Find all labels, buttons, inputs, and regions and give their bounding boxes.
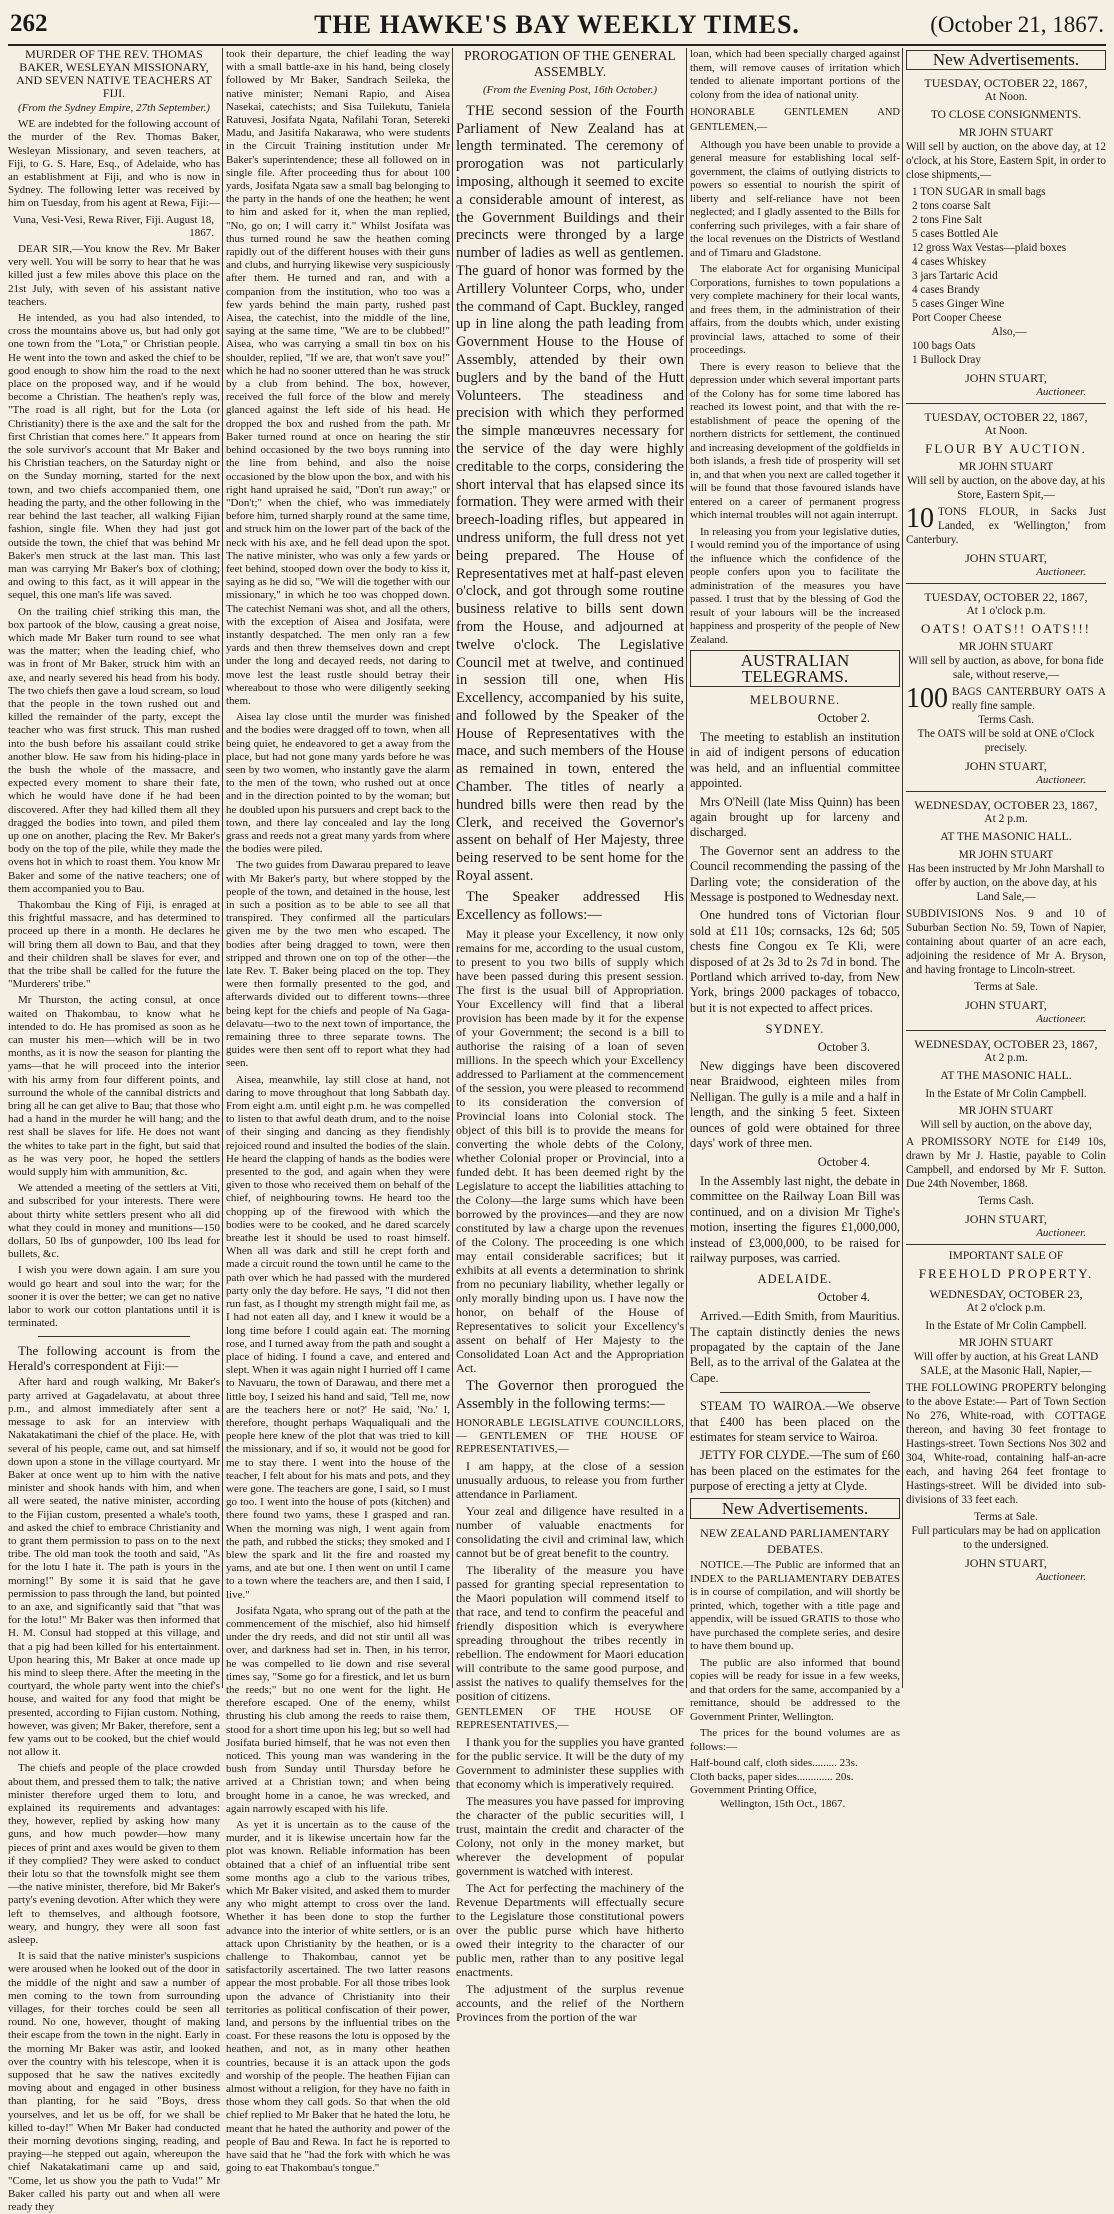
paragraph: I am happy, at the close of a session unusually arduous, to release you from further attendance in Parliament. [456,1459,684,1502]
ad-title: TO CLOSE CONSIGNMENTS. [930,109,1082,121]
paragraph: The meeting to establish an institution in aid of indigent persons of education was held, and an influential committee appointed. [690,729,900,791]
address-heading: HONORABLE LEGISLATIVE COUNCILLORS,— GENTLEMEN OF THE HOUSE OF REPRESENTATIVES,— [456,1417,684,1456]
paragraph: The two guides from Dawarau prepared to leave with Mr Baker's party, but where stopped by the people of the town, and detained in the house, lest in such a position as to be able to see all that transpired. They confirmed all the particulars given me by the two men who escaped. The bodies after being dragged to town, were then stripped and thrown one on top of the other—the late Rev. T. Baker being placed on the top. They were then formally presented to the god, and afterwards divided out to different towns—three being kept for the chiefs and people of Na Gaga-delavatu—two to the next town of importance, the remaining three to three separate towns. The guides were then sent off to report what they had seen. [226,859,450,1070]
list-item: 1 TON SUGAR in small bags [912,186,1046,198]
ad-block [906,410,1106,584]
signoff-line: Government Printing Office, [690,1784,817,1797]
paragraph: The public are also informed that bound copies will be ready for issue in a few weeks, and that orders for the same, accompanied by a remittance, should be addressed to the Government Printer, Wellington. [690,1656,900,1723]
ad-terms: Terms Cash. [978,1195,1034,1207]
paragraph: Aisea, meanwhile, lay still close at hand, not daring to move throughout that long Sabbath day. From eight a.m. until eight p.m. he was compelled to listen to that awful death drum, and to the noise of their singing and dancing as they fiendishly rejoiced round and insulted the bodies of the slain. He heard the clapping of hands as the bodies were presented to the god, and again when they were given to those who received them on behalf of the chief, of neighbouring towns. He heard too the chopping up of the firewood with which the bodies were to be cooked, and he dared scarcely breathe lest it should be used to roast himself. When all was dark and still he crept forth and made a circuit round the town until he came to the path over which he had passed with the murdered party only the day before. He says, "I did not then run fast, as I thought my strength might fail me, as I had not eaten all day, and I knew it would be a long time before I could again eat. The morning rose, and I turned away from the path and sought a place of hiding. I found a cave, and entered and slept. When it was again night I hurried off I came to Navuaru, the town of Darawau, and there met a little boy, I seized his hand and said, 'Tell me, now are the teachers here or not?' He said, 'No.' I, therefore, thought perhaps Waqualiquali and the people here knew of the plot that was tried to kill the missionary, and if so, it would not be good for me to stay there. I went into the house of the teacher, I felt about for his mats and pots, and they were gone. The teachers are gone, I said, so I must go too. I went into the house of pots (kitchen) and there found two yams, these I grasped and ran. When the morning was nigh, I went again from the path, and rubbed the sticks; they smoked and I blew the spark and lit the fire and roasted my yams, and ate but one. I then went on until I came to a town where the teachers are, and then I said, I live." [226,1073,450,1601]
paragraph: On the trailing chief striking this man, the box partook of the blow, causing a great noise, which made Mr Baker turn round to see what was the matter; when the leading chief, who was in front of Mr Baker, struck him with an axe, and nearly severed his head from his body. The two chiefs then gave a loud scream, so loud that the people in the town rushed out and killed the remainder of the party, except the teacher who was first struck. This man rushed into the bush before his assailant could strike another blow. He saw from his hiding-place in the bush the whole of the massacre, and expected every moment to share their fate, which he would have done if he had been discovered. After they had killed them all they dragged the bodies into town, and piled them up one on another, placing the Rev. Mr Baker's body on the top of the pile, while they made the ovens hot in which to roast them. You know Mr Baker and some of the native teachers; one of them accompanied you to Bau. [8,605,220,895]
list-item: 2 tons coarse Salt [912,200,991,212]
paragraph: Thakombau the King of Fiji, is enraged at this frightful massacre, and has determined to proceed up there in a month. He declares he will bring them all down to Bau, and that they and their children shall be slaves for ever, and that the tribe shall be called for the future the "Murderers' tribe." [8,898,220,991]
column-rule [222,48,223,1688]
divider [38,1336,190,1337]
paragraph: The liberality of the measure you have passed for granting special representation to the Maori population will commend itself to that race, and tend to confirm the peaceful and friendly disposition which is everywhere spreading throughout the tribes recently in rebellion. The endowment for Maori education will contribute to the same good purpose, and assist the natives to qualify themselves for the position of citizens. [456,1563,684,1704]
ad-signature: JOHN STUART, [965,1212,1047,1226]
ad-body: THE FOLLOWING PROPERTY belonging to the above Estate:— Part of Town Section No 276, White-road, with COTTAGE thereon, and having 30 feet frontage to Hastings-street. Town Sections Nos 302 and 304, White-road, containing half-an-acre each, and having 264 feet frontage to Hastings-street. Will be divided into sub-divisions of 33 feet each. [906,1382,1106,1506]
herald-intro: The following account is from the Herald's correspondent at Fiji:— [8,1343,220,1374]
column-1 [8,47,220,2214]
ad-block [906,798,1106,1031]
paragraph: The prices for the bound volumes are as follows:— [690,1727,900,1753]
ad-title: FREEHOLD PROPERTY. [918,1266,1094,1281]
ad-body: SUBDIVISIONS Nos. 9 and 10 of Suburban Section No. 59, Town of Napier, containing about quarter of an acre each, adjoining the residence of Mr A. Bryson, and having frontage to Lincoln-street. [906,908,1106,976]
ad-date: WEDNESDAY, OCTOBER 23, 1867, [914,1037,1098,1051]
ad-block [906,590,1106,792]
list-item: 1 Bullock Dray [912,354,981,366]
ad-block [906,1037,1106,1245]
ad-time: At Noon. [984,425,1028,437]
paragraph: It is said that the native minister's suspicions were aroused when he looked out of the door in the middle of the night and saw a number of men coming to the town from surrounding villages, for their torches could be seen all round. No one, however, thought of making their escape from the town in the night. Early in the morning Mr Baker was astir, and looked over the country with his telescope, when it is supposed that he saw the natives excitedly moving about and engaged in other business than planting, for he said "Boys, dress yourselves, and let us be off, for we shall be killed to-day!" When Mr Baker had conducted their morning devotions singing, reading, and praying—he stepped out again, whereupon the chief Nakatakatimani came up and said, "Come, let us show you the path to Vuda!" Mr Baker called his party out and when all were ready they [8,1950,220,2214]
paragraph: Arrived.—Edith Smith, from Mauritius. The captain distinctly denies the news propagated by the captain of the Jane Bell, as to the arrival of the Galatea at the Cape. [690,1309,900,1385]
paragraph: New diggings have been discovered near Braidwood, eighteen miles from Nelligan. The gully is a mile and a half in length, and the sinking 5 feet. Sixteen ounces of gold were obtained for three days' work of three men. [690,1059,900,1151]
ad-heading: NEW ZEALAND PARLIAMENTARY DEBATES. [700,1526,890,1557]
ad-role: Auctioneer. [906,1226,1106,1245]
ad-role: Auctioneer. [906,565,1106,584]
auctioneer-name: MR JOHN STUART [958,127,1054,139]
paragraph: took their departure, the chief leading the way with a small battle-axe in his hand, being closely followed by Mr Baker, Sandrach Seileka, the native minister; Nemani Rapio, and Aisea Nasekai, catechists; and Sisa Tuilekutu, Taniela Ratuvesi, Josifata Ngata, Nafilahi Toran, Setereki Madu, and Jasitifa Nakarawa, who were students in the Circuit Training institution under Mr Baker's superintendence; these all followed on in single file. After proceeding thus for about 100 yards, Josifata Ngata saw a small bag belonging to the party in the hands of one the heathen; he went to him and asked for it, when the man replied, "No, go on; I will carry it." Whilst Josifata was thus turned round he saw the heathen coming rapidly out of the different houses with their guns and clubs, and hurrying likewise very suspiciously after them. He turned and ran, and with a companion from the institution, who too was a few yards behind the main party, rushed past Aisea, the catechist, into the middle of the line, saying at the same time, "We are to be clubbed!" Aisea, who was carrying a small tin box on his shoulder, replied, "If we are, that won't save you!" which he had no sooner uttered than he was struck by a club from behind. The box, however, received the full force of the blow and merely glanced against the left side of his head. He dropped the box and rushed from the path. Mr Baker turned round at once on hearing the stir behind occasioned by the two boys running into the line from behind, and also the noise occasioned by the blow upon the box, and with his right hand upraised he said, "Don't run away;" or "Don't;" when the chief, who was immediately before him, turned sharply round at the same time, and struck him on the lower part of the back of the neck with his axe, and he fell dead upon the spot. The native minister, who was only a few yards or feet behind, stooped down over the body to kiss it, saying as he did so, "We will die together with our missionary," in which he too was chopped down. The catechist Nemani was shot, and all the others, with the exception of Aisea and Josifata, were instantly despatched. The men only ran a few yards and then threw themselves down and crept under the long and decayed reeds, not daring to move lest the least rustle should betray their whereabout to those who were diligently seeking them. [226,48,450,707]
paragraph: We attended a meeting of the settlers at Viti, and subscribed for your interests. There were about thirty white settlers present who all did what they could in money and munitions—150 dollars, 50 lbs of gunpowder, 100 lbs lead for bullets, &c. [8,1182,220,1261]
paragraph: The measures you have passed for improving the character of the public securities will, I trust, maintain the credit and character of the Colony, not only in the money market, but wherever the development of popular government is watched with interest. [456,1794,684,1879]
list-item: 12 gross Wax Vestas—plaid boxes [912,242,1067,254]
ad-title: AT THE MASONIC HALL. [940,1070,1072,1082]
big-number: 10 [906,503,934,534]
column-4 [690,48,900,1810]
telegram-date: October 4. [817,1154,870,1169]
list-item: 100 bags Oats [912,340,976,352]
paragraph: I thank you for the supplies you have granted for the public service. It will be the duty of my Government to administer these supplies with that economy which is imperatively required. [456,1735,684,1792]
telegram-date: October 4. [817,1289,870,1304]
ad-date: WEDNESDAY, OCTOBER 23, [929,1287,1083,1301]
new-ads-banner: New Advertisements. [690,1498,900,1519]
ad-date: TUESDAY, OCTOBER 22, 1867, [924,410,1088,424]
address-heading: GENTLEMEN OF THE HOUSE OF REPRESENTATIVES,— [456,1706,684,1732]
paragraph: STEAM TO WAIROA.—We observe that £400 has been placed on the estimates for steam service to Wairoa. [690,1399,900,1444]
telegram-city: ADELAIDE. [757,1272,833,1287]
ad-title: IMPORTANT SALE OF [948,1250,1064,1262]
ad-body: BAGS CANTERBURY OATS A really fine sample. [952,686,1106,712]
paragraph: Josifata Ngata, who sprang out of the path at the commencement of the mischief, also hid himself under the dry reeds, and did not stir until all was over, and darkness had set in. Then, in his terror, he was compelled to lie down and rise several times say, "Some go for a firestick, and let us burn the reeds;" but no one went for the light. He therefore escaped. One of the enemy, whilst thrusting his club among the reeds to raise them, stood for a short time upon his leg; but so well had Josifata buried himself, that he was not even then noticed. This young man was wandering in the bush from Sunday until Thursday before he arrived at a Christian town; and when being brought home in a canoe, he was wrecked, and again narrowly escaped with his life. [226,1604,450,1815]
signoff-line: Wellington, 15th Oct., 1867. [720,1797,846,1810]
auctioneer-name: MR JOHN STUART [958,1105,1054,1117]
paragraph: The chiefs and people of the place crowded about them, and pressed them to talk; the native minister therefore urged them to lotu, and explained its requirements and advantages: they, however, replied by asking how many guns, and how much powder—how many pieces of print and axes would be given to them if they complied? They were asked to conduct their lotu so that the townsfolk might see them—the native minister, therefore, bid Mr Baker's party's evening devotion. After which they were left to themselves, and although footsore, weary, and hungry, they were all soon fast asleep. [8,1762,220,1947]
paragraph: WE are indebted for the following account of the murder of the Rev. Thomas Baker, Wesleyan Missionary, and seven teachers, at Fiji, to G. S. Hare, Esq., of Adelaide, who has an establishment at Fiji, and who is now in Sydney. The following letter was received by him on Tuesday, from his agent at Rewa, Fiji:— [8,118,220,210]
ad-date: TUESDAY, OCTOBER 22, 1867, [924,590,1088,604]
paragraph: DEAR SIR,—You know the Rev. Mr Baker very well. You will be sorry to hear that he was killed just a few miles above this place on the 21st July, with seven of his assistant native teachers. [8,243,220,308]
list-item: Port Cooper Cheese [912,312,1002,324]
price-item: Half-bound calf, cloth sides......... 23s. [690,1757,858,1770]
auctioneer-name: MR JOHN STUART [958,461,1054,473]
paragraph: Mrs O'Neill (late Miss Quinn) has been again brought up for larceny and discharged. [690,794,900,840]
paragraph: The Governor sent an address to the Council recommending the passing of the Darling vote; the consideration of the Message is postponed to Wednesday next. [690,843,900,904]
ad-role: Auctioneer. [1036,1571,1086,1583]
ad-estate: In the Estate of Mr Colin Campbell. [925,1320,1087,1332]
column-rule [452,48,453,1688]
paragraph: NOTICE.—The Public are informed that an INDEX to the PARLIAMENTARY DEBATES is in course of compilation, and will shortly be printed, which, together with a title page and appendix, will be issued GRATIS to those who have purchased the complete series, and desire to have them bound up. [690,1559,900,1653]
list-item: 2 tons Fine Salt [912,214,982,226]
ad-signature: JOHN STUART, [965,998,1047,1012]
list-item: 5 cases Bottled Ale [912,228,999,240]
paragraph: Your zeal and diligence have resulted in a number of valuable enactments for consolidating the civil and criminal law, which cannot but be of great benefit to the country. [456,1504,684,1561]
paragraph: The adjustment of the surplus revenue accounts, and the relief of the Northern Provinces from the portion of the war [456,1982,684,2025]
ad-estate: In the Estate of Mr Colin Campbell. [925,1088,1087,1100]
ad-date: TUESDAY, OCTOBER 22, 1867, [924,76,1088,90]
paragraph: In releasing you from your legislative duties, I would remind you of the importance of using the influence which the confidence of the people confers upon you to facilitate the administration of the measures you have passed. I trust that by the blessing of God the result of your labours will be the increased happiness and prosperity of the people of New Zealand. [690,525,900,646]
ad-time: At 2 o'clock p.m. [966,1302,1046,1314]
column-rule [686,48,687,1688]
ad-intro: Will sell by auction, as above, for bona fide sale, without reserve,— [908,655,1104,681]
paragraph: In the Assembly last night, the debate in committee on the Railway Loan Bill was continued, and on a division Mr Tighe's motion, inserting the figures £1,000,000, instead of £3,000,000, to be raised for railway purposes, was carried. [690,1173,900,1265]
column-5 [906,48,1106,1688]
paragraph: JETTY FOR CLYDE.—The sum of £60 has been placed on the estimates for the purpose of erecting a jetty at Clyde. [690,1448,900,1494]
ad-title: FLOUR BY AUCTION. [925,441,1087,456]
auctioneer-name: MR JOHN STUART [958,1337,1054,1349]
ad-intro: Will sell by auction, on the above day, at 12 o'clock, at his Store, Eastern Spit, in order to close shipments,— [906,141,1106,181]
ad-role: Auctioneer. [906,1012,1106,1031]
ad-intro: Will sell by auction, on the above day, at his Store, Eastern Spit,— [907,475,1105,501]
paragraph: The Act for perfecting the machinery of the Revenue Departments will effectually secure to the Legislature those constitutional powers over the public purse which have hitherto owed their integrity to the character of our public men, rather than to any positive legal enactments. [456,1881,684,1980]
ad-title: AT THE MASONIC HALL. [940,831,1072,843]
paragraph: I wish you were down again. I am sure you would go heart and soul into the war; for the sooner it is over the better; we can get no native labor to work our cotton plantations until it is terminated. [8,1264,220,1330]
address-heading: HONORABLE GENTLEMEN AND GENTLEMEN,— [690,107,900,134]
ad-intro: Has been instructed by Mr John Marshall to offer by auction, on the above day, at his Land Sale,— [907,863,1105,903]
list-item: 4 cases Brandy [912,284,980,296]
ad-date: WEDNESDAY, OCTOBER 23, 1867, [914,798,1098,812]
price-item: Cloth backs, paper sides............. 20s. [690,1770,854,1783]
ad-title: OATS! OATS!! OATS!!! [921,621,1091,636]
telegram-city: MELBOURNE. [749,693,841,708]
ad-terms: Terms at Sale. [974,1511,1038,1523]
paragraph: After hard and rough walking, Mr Baker's party arrived at Gagadelavatu, at about three p.m., and almost immediately after sent a message to ask for an interview with Nakatakatimani the chief of the place. He, with several of his people, came out, and sat himself down upon a stone in the village courtyard. Mr Baker at once went up to him with the native minister and shook hands with him, and when all were seated, the native minister, according to the Fijian custom, presented a whale's tooth, and asked the chief to embrace Christianity and to grant them permission to pass on to the next tribe. The old man took the tooth and said, "As for the lotu I hate it. The path is yours in the morning!" By some it is said that he gave permission to pass through the land, but pointed to an axe, and significantly said that "that was for the lotu!" Mr Baker was then informed that H. M. Consul had stopped at this village, and that a pig had been killed for his entertainment. Upon hearing this, Mr Baker at once made up his mind to sleep there. After the meeting in the courtyard, the whole party went into the chief's house, and waited for any food that might be presented, according to Fijian custom. Nothing, however, was given; Mr Baker, therefore, sent a few yams out to be cooked, but the chief would not allow it. [8,1376,220,1759]
paragraph: He intended, as you had also intended, to cross the mountains above us, but had only got one town from the "Lota," or Christian people. He went into the town and asked the chief to be good enough to show him the road to the next place on the proposed way, and if he would become a Christian. The heathen's reply was, "The road is all right, but for the Lota (or Christianity) there is the axe and the salt for the first Christian that comes here." It appears from the sole survivor's account that Mr Baker and his Christian teachers, on the Saturday night or on the Sunday morning, started for the next town, and two chiefs accompanied them, one heading the party, and the other following in the rear behind the last teacher, all walking Fijian fashion, single file. When they had just got outside the town, the chief that was behind Mr Baker's men struck at the last man. This last man was carrying Mr Baker's box of clothing; and owing to this fact, as it will appear in the sequel, this one man's life was saved. [8,312,220,602]
letter-dateline: Vuna, Vesi-Vesi, Rewa River, Fiji. August 18, 1867. [12,213,214,239]
ad-intro: Will offer by auction, at his Great LAND SALE, at the Masonic Hall, Napier,— [913,1351,1099,1377]
ad-signature: JOHN STUART, [965,371,1047,385]
paragraph: Aisea lay close until the murder was finished and the bodies were dragged off to town, when all being quiet, he endeavored to get a away from the place, but had not gone many yards before he was seen by two women, who instantly gave the alarm to the men of the town, who rushed out at once and in the direction pointed to by the woman; but he doubled upon his pursuers and crept back to the town, and there lay concealed and lay the long grass and reeds not a great many yards from where the bodies were piled. [226,711,450,856]
telegram-city: SYDNEY. [765,1022,825,1037]
column-3 [456,48,684,2025]
list-item: Also,— [991,326,1027,338]
speaker-address: May it please your Excellency, it now only remains for me, according to the usual custom, to present to you two bills of supply which have been passed during this present session. The first is the usual bill of Appropriation. Your Excellency will find that a liberal provision has been made by it for the expense of your Government; the second is a bill to authorise the raising of a loan of seven millions. In the speech which your Excellency addressed to Parliament at the commencement of the session, you were pleased to recommend to its consideration the conversion of Provincial loans into Colonial stock. The object of this bill is to provide the means for converting the whole debts of the Colony, whether Colonial proper or Provincial, into a funded debt. It has been deemed right by the Legislature to accept the liabilities attaching to the Colony—the large sums which have been borrowed by the provinces—and they are now constituted by law a charge upon the revenues of the Colony. The proceeding is one which may entail considerable sacrifices; but it exhibits at all events a determination to shrink from no pecuniary liability, whether legally or only morally binding upon us. I have now the honor, on behalf of the House of Representatives to solicit your Excellency's assent on behalf of Her Majesty to the Consolidated Loan Act and the Appropriation Act. [456,927,684,1376]
auctioneer-name: MR JOHN STUART [958,849,1054,861]
ad-role: Auctioneer. [906,385,1106,404]
list-item: 5 cases Ginger Wine [912,298,1005,310]
paragraph: The Governor then prorogued the Assembly in the following terms:— [456,1378,684,1413]
ad-role: Auctioneer. [906,773,1106,792]
page-number: 262 [10,10,48,37]
masthead [8,6,1106,46]
item-list [906,185,1106,367]
list-item: 4 cases Whiskey [912,256,987,268]
paragraph: THE second session of the Fourth Parliament of New Zealand has at length terminated. The ceremony of prorogation was not particularly imposing, although it seemed to excite a considerable amount of interest, as the Government Buildings and their precincts were thronged by a large number of ladies as well as gentlemen. The guard of honor was formed by the Artillery Volunteer Corps, who, under the command of Capt. Buckley, ranged up in line along the path leading from Government House to the House of Assembly, attended by their own buglers and by the band of the Hutt Volunteers. The steadiness and precision with which they performed the simple manœuvres necessary for the service of the day were highly creditable to the corps, considering the short interval that has elapsed since its formation. They were armed with their breech-loading rifles, but appeared in undress uniform, the full dress not yet being prepared. The House of Representatives met at half-past eleven o'clock, and got through some routine business relative to bills sent down from the House, and adjourned at twelve o'clock. The Legislative Council met at twelve, and continued in session till one, when His Excellency, accompanied by his suite, and followed by the Speaker of the House of Representatives with the mace, and such members of the House as remained in town, entered the Chamber. The titles of nearly a hundred bills were then read by the Clerk, and received the Governor's assent on behalf of Her Majesty, three being reserved to be sent home for the Royal assent. [456,102,684,885]
paragraph: As yet it is uncertain as to the cause of the murder, and it is likewise uncertain how far the plot was known. Reliable information has been obtained that a chief of an influential tribe sent some months ago a club to the various tribes, which Mr Baker visited, and asked them to murder any who might attempt to cross over the land. Whether it has been done to stop the further advance into the interior of white settlers, or is an attack upon Christianity by the heathen, or is a challenge to Thakombau, cannot yet be satisfactorily ascertained. The two latter reasons appear the most probable. For all those tribes look upon the advance of Christianity into their territories as political confiscation of their power, land, and persons by the influential tribes on the coast. For these reasons the lotu is opposed by the heathen, and not, as in many other heathen countries, because it is an attack upon the gods and worship of the people. The heathen Fijian can almost without a religion, for they have no faith in those whom they call gods. So that when the old chief replied to Mr Baker that he hated the lotu, he meant that he hated the authority and power of the people of Bau and Rewa. In fact he is reported to have said that he "had the fork with which he was going to eat Thakombau's tongue." [226,1819,450,2175]
ad-body: TONS FLOUR, in Sacks Just Landed, ex 'Wellington,' from Canterbury. [906,506,1106,546]
paragraph: loan, which had been specially charged against them, will remove causes of irritation which tended to alienate important portions of the colony from the idea of national unity. [690,48,900,101]
divider [720,1392,870,1393]
issue-date: (October 21, 1867. [930,12,1104,37]
ad-terms: Terms Cash. [978,714,1034,726]
ad-time: At 2 p.m. [984,813,1028,825]
telegrams-banner: AUSTRALIAN TELEGRAMS. [690,650,900,687]
price-list [690,1757,900,1811]
paragraph: Although you have been unable to provide a general measure for establishing local self-government, the claims of outlying districts to powers so essential to nourish the spirit of liberty and self-reliance have not been neglected; and I gladly assented to the Bills for conferring such privileges, with a fair share of the local revenues on the Districts of Westland and of Timaru and Gladstone. [690,138,900,259]
ad-signature: JOHN STUART, [965,551,1047,565]
ad-time: At Noon. [984,91,1028,103]
ad-note: The OATS will be sold at ONE o'Clock precisely. [917,728,1095,754]
column-2 [226,48,450,2175]
telegram-date: October 2. [817,710,870,725]
ad-time: At 1 o'clock p.m. [966,605,1046,617]
list-item: 3 jars Tartaric Acid [912,270,998,282]
ad-intro: Will sell by auction, on the above day, [920,1119,1092,1131]
new-ads-banner: New Advertisements. [906,50,1106,70]
ad-signature: JOHN STUART, [965,759,1047,773]
column-rule [902,48,903,1688]
ad-note: Full particulars may be had on application to the undersigned. [911,1525,1101,1551]
paragraph: The Speaker addressed His Excellency as follows:— [456,888,684,923]
ad-block [906,76,1106,404]
paragraph: One hundred tons of Victorian flour sold at £11 10s; cornsacks, 12s 6d; 505 chests fine Congou ex Te Kli, were disposed of at 2s 3d to 2s 7d in bond. The Portland which arrived to-day, from New York, brings 2000 packages of tobacco, but it is not expected to affect prices. [690,908,900,1015]
article-source: (From the Sydney Empire, 27th September.) [18,102,210,114]
ad-time: At 2 p.m. [984,1052,1028,1064]
newspaper-title: THE HAWKE'S BAY WEEKLY TIMES. [314,10,800,39]
article-headline: PROROGATION OF THE GENERAL ASSEMBLY. [464,48,676,79]
paragraph: Mr Thurston, the acting consul, at once waited on Thakombau, to know what he intended to do. He has promised as soon as he can muster his men—which will be in two months, as it is now the season for planting the yams—that he will proceed into the interior with his army from four different points, and surround the whole of the cannibal districts and bring all he can get alive to Bau; that those who had a hand in the murder he will hang; and the rest shall be slaves for life. He does not want the whites to take part in the fight, but said that as he was very poor, he hoped the settlers would supply him with ammunition, &c. [8,994,220,1179]
article-source: (From the Evening Post, 16th October.) [482,84,658,96]
paragraph: There is every reason to believe that the depression under which several important parts of the Colony has for some time labored has reached its lowest point, and that with the re-establishment of peace the opening of the northern districts for settlement, the continued and increasing development of the goldfields in both islands, a fresh tide of prosperity will set in, and that when you next are called together it will be found that those favoured islands have entered on a career of permanent progress which internal troubles will not again interrupt. [690,360,900,522]
big-number: 100 [906,683,948,714]
telegram-date: October 3. [817,1039,870,1054]
ad-body: A PROMISSORY NOTE for £149 10s, drawn by Mr J. Hastie, payable to Colin Campbell, and endorsed by Mr F. Sutton. Due 24th November, 1868. [906,1136,1106,1190]
ad-terms: Terms at Sale. [974,981,1038,993]
auctioneer-name: MR JOHN STUART [958,641,1054,653]
ad-block [906,1249,1106,1588]
ad-signature: JOHN STUART, [965,1556,1047,1570]
article-headline: MURDER OF THE REV. THOMAS BAKER, WESLEYAN MISSIONARY, AND SEVEN NATIVE TEACHERS AT FIJI. [16,47,212,100]
paragraph: The elaborate Act for organising Municipal Corporations, furnishes to town populations a very complete machinery for their local wants, and frees them, in the administration of their affairs, from the doubts which, under existing provincial laws, attached to some of their proceedings. [690,263,900,357]
